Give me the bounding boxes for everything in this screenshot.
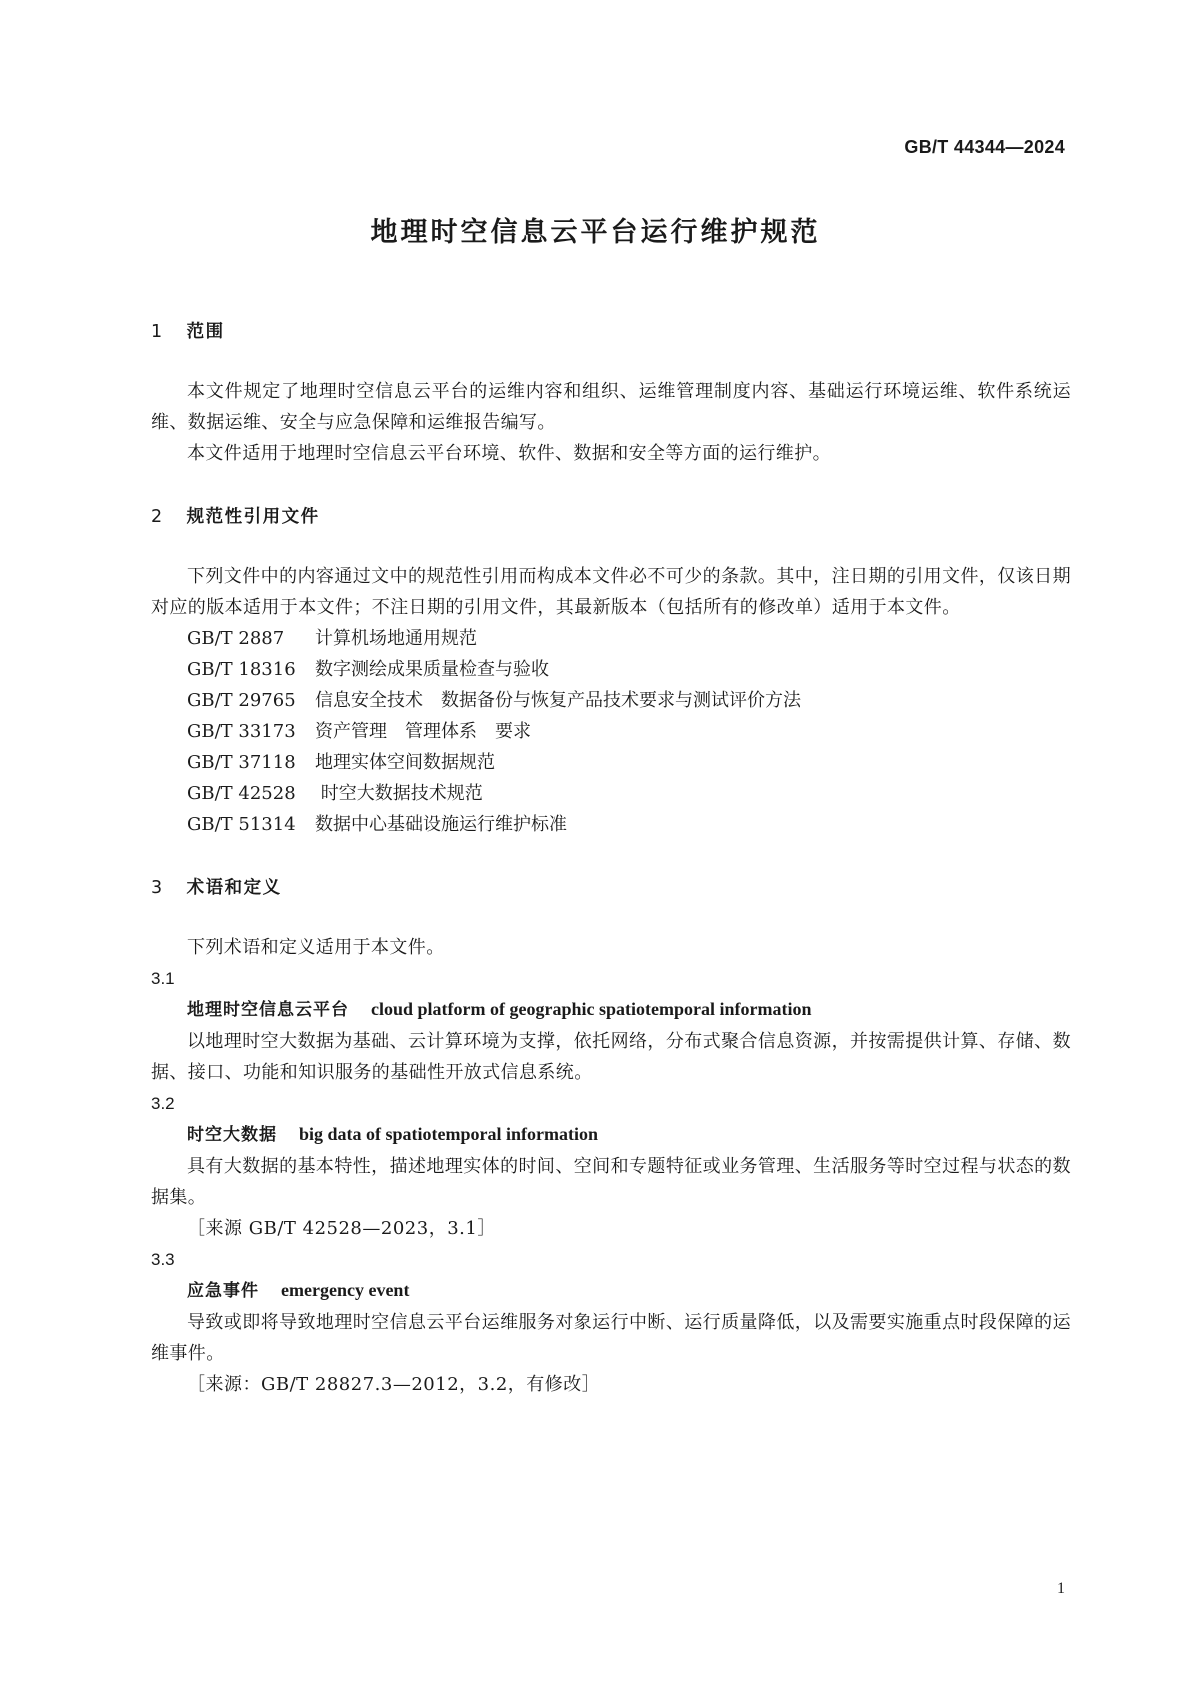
reference-title: 时空大数据技术规范 — [315, 783, 483, 804]
term-number: 3.1 — [151, 969, 175, 988]
reference-code: GB/T 2887 — [187, 628, 285, 649]
section-number: 1 — [151, 322, 163, 342]
reference-title: 数据中心基础设施运行维护标准 — [315, 814, 567, 835]
section-title: 规范性引用文件 — [186, 507, 320, 527]
term-name-en: big data of spatiotemporal information — [299, 1124, 598, 1144]
section-2-heading — [151, 502, 1071, 533]
term-definition: 导致或即将导致地理时空信息云平台运维服务对象运行中断、运行质量降低，以及需要实施重点时段保障的运维事件。 — [151, 1312, 1071, 1364]
term-name-en: cloud platform of geographic spatiotemporal information — [371, 999, 812, 1019]
references-intro: 下列文件中的内容通过文中的规范性引用而构成本文件必不可少的条款。其中，注日期的引用文件，仅该日期对应的版本适用于本文件；不注日期的引用文件，其最新版本（包括所有的修改单）适用于本文件。 — [151, 566, 1071, 618]
reference-code: GB/T 37118 — [187, 752, 296, 773]
reference-item — [187, 716, 1071, 747]
reference-title: 资产管理 管理体系 要求 — [315, 721, 531, 742]
document-body — [151, 317, 1071, 1400]
term-name — [187, 1119, 1071, 1151]
term-source: ［来源：GB/T 28827.3—2012，3.2，有修改］ — [187, 1374, 601, 1395]
reference-title: 地理实体空间数据规范 — [315, 752, 495, 773]
term-name-en: emergency event — [281, 1280, 410, 1300]
section-1-heading — [151, 317, 1071, 348]
reference-code: GB/T 18316 — [187, 659, 296, 680]
term-number: 3.2 — [151, 1094, 175, 1113]
scope-paragraph-1: 本文件规定了地理时空信息云平台的运维内容和组织、运维管理制度内容、基础运行环境运维、软件系统运维、数据运维、安全与应急保障和运维报告编写。 — [151, 381, 1071, 433]
reference-title: 信息安全技术 数据备份与恢复产品技术要求与测试评价方法 — [315, 690, 801, 711]
section-number: 2 — [151, 507, 163, 527]
reference-item — [187, 778, 1071, 809]
reference-code: GB/T 29765 — [187, 690, 296, 711]
term-name-zh: 时空大数据 — [187, 1125, 277, 1145]
reference-item — [187, 747, 1071, 778]
spacer — [151, 469, 1071, 502]
page-number: 1 — [1057, 1580, 1065, 1597]
reference-item — [187, 809, 1071, 840]
term-definition: 具有大数据的基本特性，描述地理实体的时间、空间和专题特征或业务管理、生活服务等时空过程与状态的数据集。 — [151, 1156, 1071, 1208]
terms-intro: 下列术语和定义适用于本文件。 — [187, 937, 445, 958]
section-3-heading — [151, 873, 1071, 904]
scope-paragraph-2: 本文件适用于地理时空信息云平台环境、软件、数据和安全等方面的运行维护。 — [187, 443, 831, 464]
reference-code: GB/T 42528 — [187, 783, 296, 804]
term-definition: 以地理时空大数据为基础、云计算环境为支撑，依托网络，分布式聚合信息资源，并按需提供计算、存储、数据、接口、功能和知识服务的基础性开放式信息系统。 — [151, 1031, 1071, 1083]
reference-title: 数字测绘成果质量检查与验收 — [315, 659, 549, 680]
section-title: 范围 — [186, 322, 225, 342]
spacer — [151, 840, 1071, 873]
reference-item — [187, 685, 1071, 716]
document-title: 地理时空信息云平台运行维护规范 — [370, 217, 821, 248]
term-name-zh: 地理时空信息云平台 — [187, 1000, 349, 1020]
section-title: 术语和定义 — [186, 878, 282, 898]
term-source: ［来源 GB/T 42528—2023，3.1］ — [187, 1218, 496, 1239]
standard-code: GB/T 44344—2024 — [904, 137, 1065, 157]
term-name — [187, 1275, 1071, 1307]
term-name-zh: 应急事件 — [187, 1281, 259, 1301]
term-name — [187, 994, 1071, 1026]
reference-title: 计算机场地通用规范 — [315, 628, 477, 649]
term-number: 3.3 — [151, 1250, 175, 1269]
reference-code: GB/T 33173 — [187, 721, 296, 742]
reference-code: GB/T 51314 — [187, 814, 296, 835]
reference-item — [187, 654, 1071, 685]
section-number: 3 — [151, 878, 163, 898]
reference-item — [187, 623, 1071, 654]
